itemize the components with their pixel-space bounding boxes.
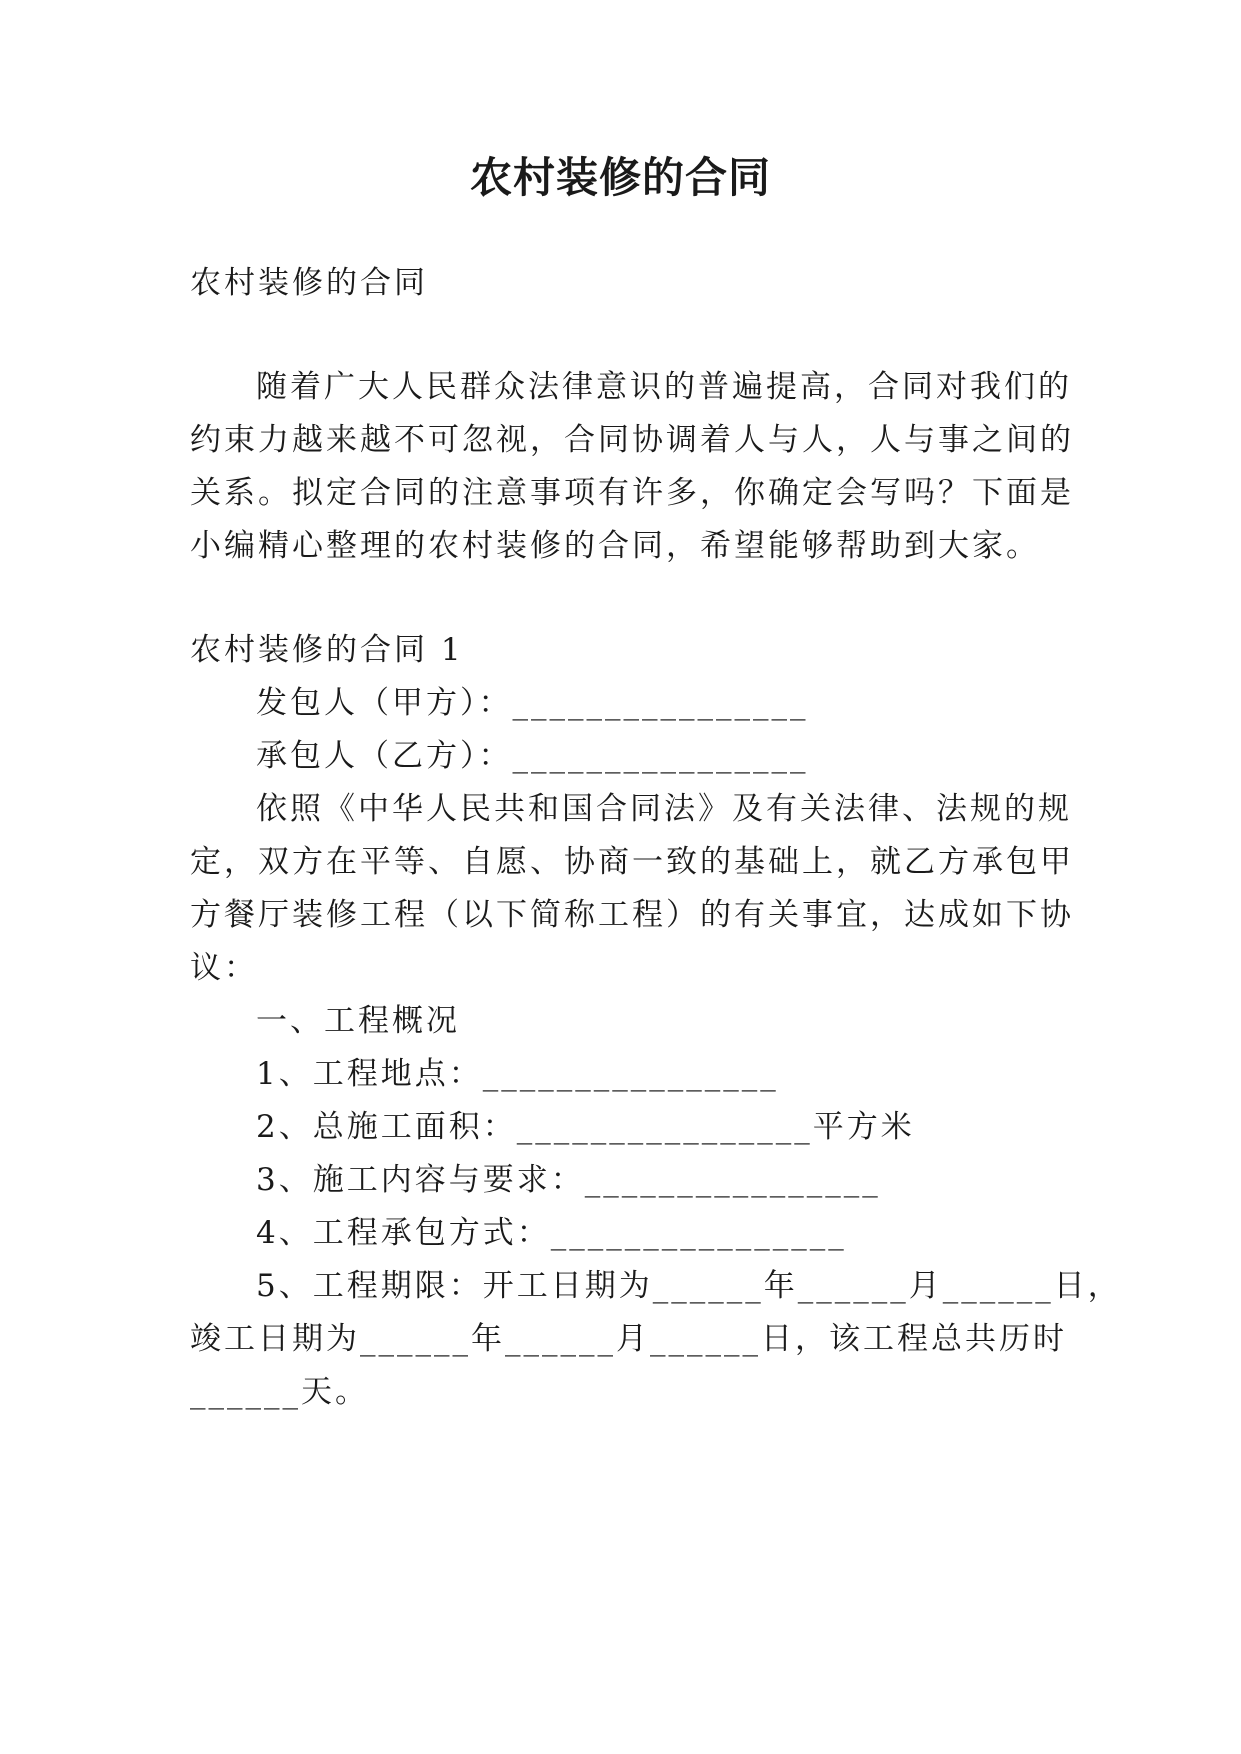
party-b-line: 承包人（乙方）：________________ <box>256 738 809 774</box>
intro-line-3: 关系。拟定合同的注意事项有许多，你确定会写吗？下面是 <box>190 475 1074 511</box>
section-title: 农村装修的合同 1 <box>190 632 464 668</box>
item-contract-method: 4、工程承包方式：________________ <box>256 1215 847 1251</box>
intro-line-4: 小编精心整理的农村装修的合同，希望能够帮助到大家。 <box>190 528 1040 564</box>
preamble-line-4: 议： <box>190 950 258 986</box>
document-subtitle: 农村装修的合同 <box>190 265 428 301</box>
clause-heading: 一、工程概况 <box>256 1003 460 1039</box>
preamble-line-3: 方餐厅装修工程（以下简称工程）的有关事宜，达成如下协 <box>190 897 1074 933</box>
item-area: 2、总施工面积：________________平方米 <box>256 1109 915 1145</box>
party-a-line: 发包人（甲方）：________________ <box>256 685 809 721</box>
intro-line-1: 随着广大人民群众法律意识的普遍提高，合同对我们的 <box>256 369 1072 405</box>
preamble-line-2: 定，双方在平等、自愿、协商一致的基础上，就乙方承包甲 <box>190 844 1074 880</box>
intro-line-2: 约束力越来越不可忽视，合同协调着人与人，人与事之间的 <box>190 422 1074 458</box>
preamble-line-1: 依照《中华人民共和国合同法》及有关法律、法规的规 <box>256 791 1072 827</box>
period-line-1: 5、工程期限：开工日期为______年______月______日， <box>256 1268 1122 1304</box>
item-location: 1、工程地点：________________ <box>256 1056 779 1092</box>
item-content: 3、施工内容与要求：________________ <box>256 1162 881 1198</box>
document-title: 农村装修的合同 <box>469 153 771 202</box>
period-line-2: 竣工日期为______年______月______日，该工程总共历时 <box>190 1321 1067 1357</box>
period-line-3: ______天。 <box>190 1374 369 1410</box>
